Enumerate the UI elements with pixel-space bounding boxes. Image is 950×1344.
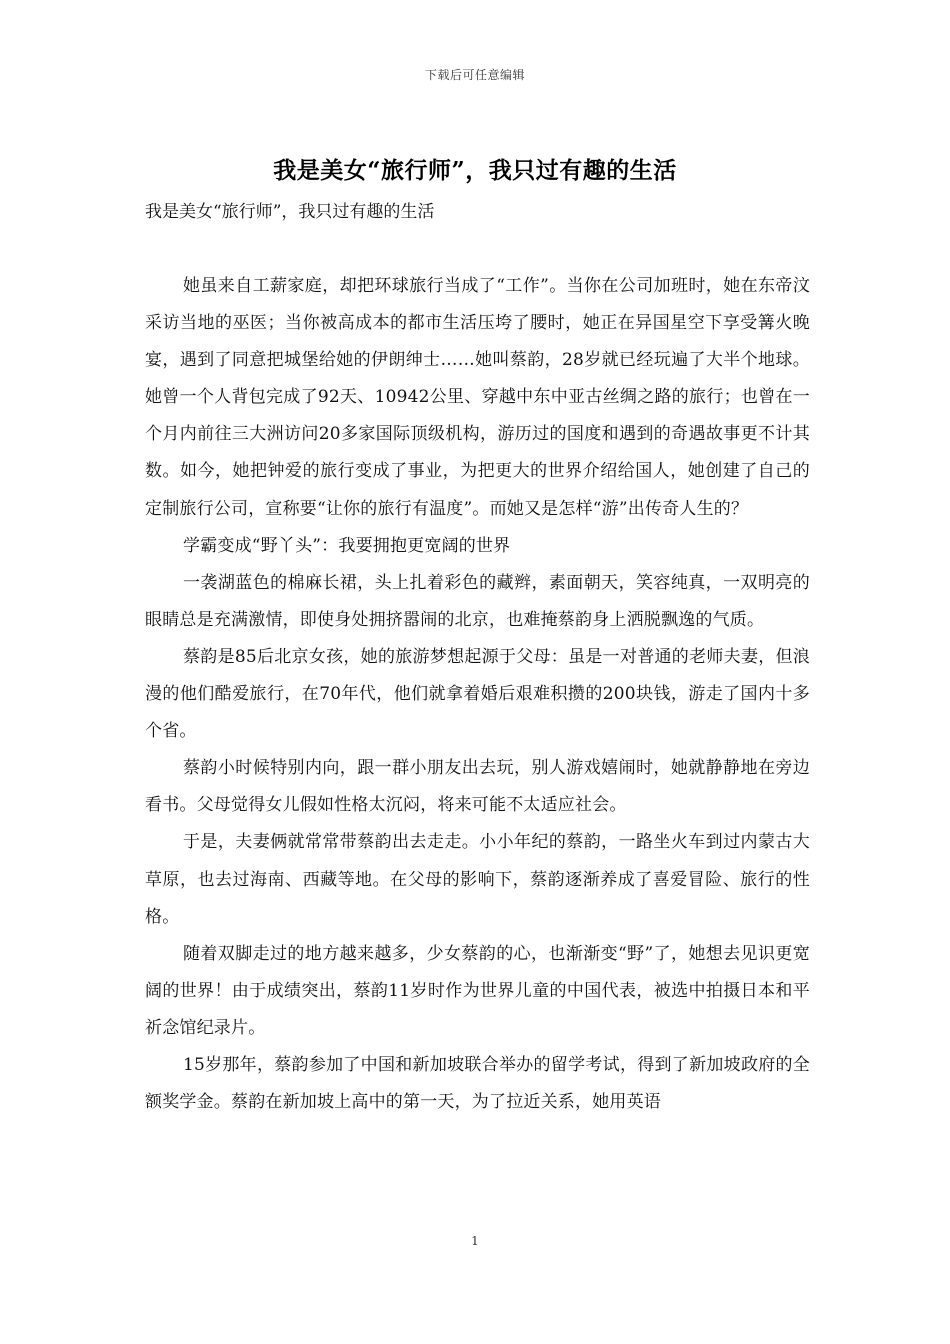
paragraph: 随着双脚走过的地方越来越多，少女蔡韵的心，也渐渐变“野”了，她想去见识更宽阔的世界！由于成绩突出，蔡韵11岁时作为世界儿童的中国代表，被选中拍摄日本和平祈念馆纪录片。 [145, 943, 810, 1038]
header-note: 下载后可任意编辑 [424, 68, 525, 82]
document-subtitle: 我是美女“旅行师”，我只过有趣的生活 [145, 202, 435, 222]
section-heading: 学霸变成“野丫头”：我要拥抱更宽阔的世界 [183, 535, 511, 556]
paragraph: 蔡韵是85后北京女孩，她的旅游梦想起源于父母：虽是一对普通的老师夫妻，但浪漫的他们酷爱旅行，在70年代，他们就拿着婚后艰难积攒的200块钱，游走了国内十多个省。 [145, 646, 810, 742]
paragraph: 她虽来自工薪家庭，却把环球旅行当成了“工作”。当你在公司加班时，她在东帝汶采访当地的巫医；当你被高成本的都市生活压垮了腰时，她正在异国星空下享受篝火晚宴，遇到了同意把城堡给她的伊朗绅士……她叫蔡韵，28岁就已经玩遍了大半个地球。她曾一个人背包完成了92天、10942公里、穿越中东中亚古丝绸之路的旅行；也曾在一个月内前往三大洲访问20多家国际顶级机构，游历过的国度和遇到的奇遇故事更不计其数。如今，她把钟爱的旅行变成了事业，为把更大的世界介绍给国人，她创建了自己的定制旅行公司，宣称要“让你的旅行有温度”。而她又是怎样“游”出传奇人生的？ [145, 276, 810, 519]
body-text [145, 268, 810, 1121]
paragraph: 蔡韵小时候特别内向，跟一群小朋友出去玩，别人游戏嬉闹时，她就静静地在旁边看书。父母觉得女儿假如性格太沉闷，将来可能不太适应社会。 [145, 758, 810, 816]
paragraph: 于是，夫妻俩就常常带蔡韵出去走走。小小年纪的蔡韵，一路坐火车到过内蒙古大草原，也去过海南、西藏等地。在父母的影响下，蔡韵逐渐养成了喜爱冒险、旅行的性格。 [145, 832, 810, 927]
paragraph: 15岁那年，蔡韵参加了中国和新加坡联合举办的留学考试，得到了新加坡政府的全额奖学金。蔡韵在新加坡上高中的第一天，为了拉近关系，她用英语 [145, 1054, 810, 1113]
document-title: 我是美女“旅行师”，我只过有趣的生活 [273, 157, 677, 184]
page-number: 1 [471, 1234, 479, 1248]
paragraph: 一袭湖蓝色的棉麻长裙，头上扎着彩色的藏辫，素面朝天，笑容纯真，一双明亮的眼睛总是充满激情，即使身处拥挤嚣闹的北京，也难掩蔡韵身上洒脱飘逸的气质。 [145, 572, 810, 630]
